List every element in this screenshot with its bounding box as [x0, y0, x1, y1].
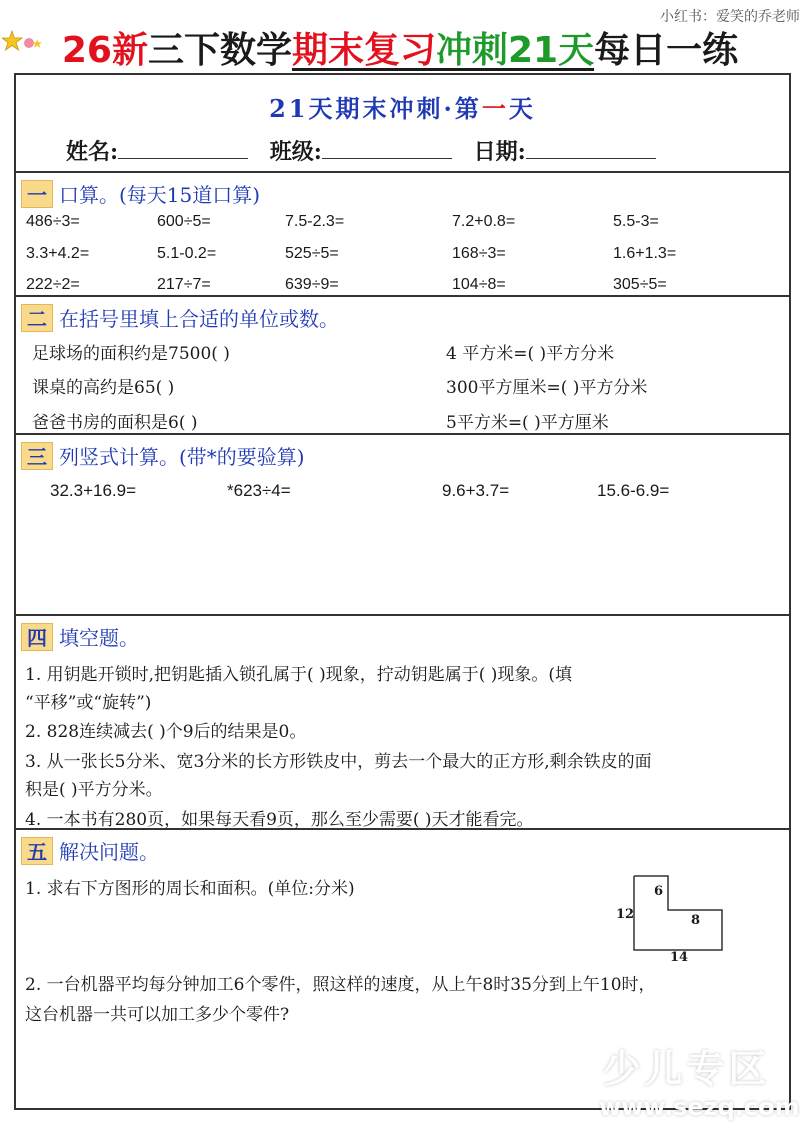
question-line: 3. 从一张长5分米、宽3分米的长方形铁皮中，剪去一个最大的正方形,剩余铁皮的面: [25, 752, 652, 772]
section-badge: 三: [21, 442, 53, 470]
fill-item: 足球场的面积约是7500( ): [32, 344, 230, 364]
title-part5: 每日一练: [594, 30, 739, 71]
calc-item: 305÷5=: [613, 276, 667, 293]
l-shape-figure: [606, 870, 756, 965]
calc-item: 525÷5=: [285, 245, 339, 262]
section-header: [21, 622, 139, 651]
calc-item: 9.6+3.7=: [442, 481, 510, 500]
section-header: [21, 303, 339, 332]
calc-item: 222÷2=: [26, 276, 80, 293]
watermark: [599, 1038, 800, 1121]
calc-item: 5.1-0.2=: [157, 245, 217, 262]
worksheet: [14, 73, 791, 1110]
title-part2: 三下数学: [147, 30, 292, 71]
calc-item: 7.5-2.3=: [285, 213, 345, 230]
date-field[interactable]: [526, 141, 656, 159]
calc-item: 168÷3=: [452, 245, 506, 262]
section-title: 解决问题。: [59, 840, 159, 864]
calc-item: 217÷7=: [157, 276, 211, 293]
question-line: 1. 求右下方图形的周长和面积。(单位:分米): [25, 879, 355, 899]
section-badge: 四: [21, 623, 53, 651]
section-units: [16, 297, 789, 435]
class-field[interactable]: [322, 141, 452, 159]
calc-item: 15.6-6.9=: [597, 481, 670, 500]
fill-item: 课桌的高约是65( ): [32, 378, 175, 398]
section-badge: 五: [21, 837, 53, 865]
calc-item: *623÷4=: [227, 481, 291, 500]
calc-item: 7.2+0.8=: [452, 213, 516, 230]
calc-item: 3.3+4.2=: [26, 245, 90, 262]
class-label: 班级:: [269, 139, 322, 165]
section-title: 口算。(每天15道口算): [59, 183, 261, 207]
section-badge: 二: [21, 304, 53, 332]
section-header: [21, 179, 260, 208]
question-line: “平移”或“旋转”): [25, 693, 152, 713]
question-line: 2. 一台机器平均每分钟加工6个零件，照这样的速度，从上午8时35分到上午10时，: [25, 975, 656, 995]
fill-item: 300平方厘米=( )平方分米: [446, 378, 648, 398]
section-vertical-calc: [16, 435, 789, 616]
title-part1: 26新: [61, 30, 148, 71]
question-line: 这台机器一共可以加工多少个零件?: [25, 1005, 290, 1025]
calc-item: 486÷3=: [26, 213, 80, 230]
corner-note: 小红书：爱笑的乔老师: [660, 9, 800, 25]
name-label: 姓名:: [66, 139, 119, 165]
name-field[interactable]: [118, 141, 248, 159]
section-title: 列竖式计算。(带*的要验算): [59, 445, 305, 469]
subtitle-highlight: 一: [481, 94, 509, 123]
question-line: 2. 828连续减去( )个9后的结果是0。: [25, 722, 307, 742]
label-right: 8: [691, 913, 701, 928]
section-title: 在括号里填上合适的单位或数。: [59, 307, 339, 331]
question-line: 4. 一本书有280页，如果每天看9页，那么至少需要( )天才能看完。: [25, 810, 534, 830]
subtitle-after: 天: [508, 94, 536, 123]
label-top: 6: [654, 884, 664, 899]
title-part4: 冲刺21天: [436, 30, 595, 71]
calc-item: 1.6+1.3=: [613, 245, 677, 262]
calc-item: 639÷9=: [285, 276, 339, 293]
worksheet-header: [16, 75, 789, 173]
title-part3: 期末复习: [291, 30, 436, 71]
calc-item: 5.5-3=: [613, 213, 659, 230]
worksheet-subtitle: [16, 89, 789, 124]
label-left: 12: [616, 907, 635, 922]
question-line: 1. 用钥匙开锁时,把钥匙插入锁孔属于( )现象，拧动钥匙属于( )现象。(填: [25, 665, 572, 685]
section-badge: 一: [21, 180, 53, 208]
watermark-url: www.sezq.com: [599, 1093, 800, 1121]
section-header: [21, 441, 305, 470]
question-line: 积是( )平方分米。: [25, 780, 163, 800]
date-label: 日期:: [473, 139, 526, 165]
section-mental-math: [16, 173, 789, 297]
fill-item: 爸爸书房的面积是6( ): [32, 413, 198, 433]
label-bottom: 14: [670, 950, 689, 965]
calc-item: 32.3+16.9=: [50, 481, 137, 500]
student-info-row: [66, 135, 670, 166]
calc-item: 600÷5=: [157, 213, 211, 230]
subtitle-before: 21天期末冲刺·第: [269, 94, 482, 123]
fill-item: 4 平方米=( )平方分米: [446, 344, 615, 364]
page-title: [0, 22, 800, 73]
watermark-main: 少儿专区: [602, 1047, 771, 1091]
calc-item: 104÷8=: [452, 276, 506, 293]
fill-item: 5平方米=( )平方厘米: [446, 413, 609, 433]
section-fill-blanks: [16, 616, 789, 830]
section-header: [21, 836, 159, 865]
section-title: 填空题。: [59, 626, 139, 650]
